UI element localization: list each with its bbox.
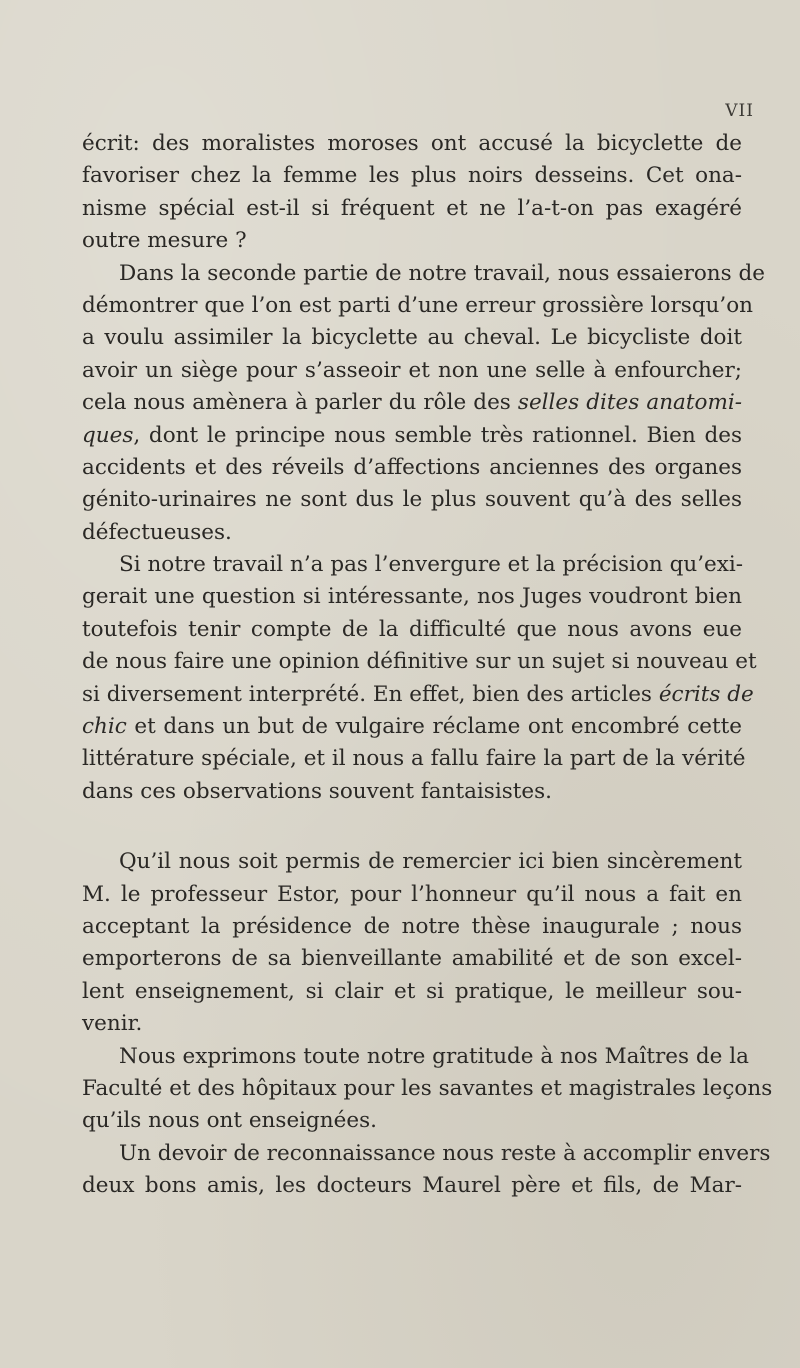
paragraph xyxy=(82,846,742,1040)
text-segment: si diversement interprété. En effet, bien des articles xyxy=(82,681,659,707)
text-line xyxy=(82,549,742,581)
text-line xyxy=(82,290,754,322)
text-segment: Un devoir de reconnaissance nous reste à accomplir envers xyxy=(119,1140,771,1166)
text-segment: Si notre travail n’a pas l’envergure et la précision qu’exi- xyxy=(119,552,744,578)
text-line xyxy=(82,646,757,678)
text-segment: M. le professeur Estor, pour l’honneur qu’il nous a fait en xyxy=(82,881,742,907)
text-line xyxy=(82,776,742,808)
text-line xyxy=(82,614,742,646)
text-line xyxy=(82,355,742,387)
text-line xyxy=(82,711,742,743)
paragraph xyxy=(82,128,742,258)
text-line xyxy=(82,879,742,911)
text-line xyxy=(82,1041,749,1073)
text-line xyxy=(82,160,742,192)
text-segment: gerait une question si intéressante, nos Juges voudront bien xyxy=(82,584,742,610)
text-line xyxy=(82,484,742,516)
text-segment: accidents et des réveils d’affections anciennes des organes xyxy=(82,454,742,480)
text-line xyxy=(82,943,742,975)
text-segment: , dont le principe nous semble très rationnel. Bien des xyxy=(133,422,742,448)
text-segment: toutefois tenir compte de la difficulté que nous avons eue xyxy=(82,616,742,642)
italic-text: ques xyxy=(82,422,134,448)
text-segment: et dans un but de vulgaire réclame ont encombré cette xyxy=(126,714,742,740)
text-line xyxy=(82,1170,742,1202)
text-segment: cela nous amènera à parler du rôle des xyxy=(82,390,518,416)
text-line xyxy=(82,679,754,711)
italic-text: écrits de xyxy=(658,681,754,707)
paragraph xyxy=(82,258,765,550)
text-segment: deux bons amis, les docteurs Maurel père et fils, de Mar- xyxy=(82,1173,742,1199)
body-text xyxy=(82,128,773,1203)
italic-text: selles dites anatomi- xyxy=(517,390,742,416)
text-line xyxy=(82,322,742,354)
text-segment: littérature spéciale, et il nous a fallu faire la part de la vérité xyxy=(82,746,746,772)
text-line xyxy=(82,452,742,484)
text-segment: lent enseignement, si clair et si pratique, le meilleur sou- xyxy=(82,978,742,1004)
text-segment: génito-urinaires ne sont dus le plus souvent qu’à des selles xyxy=(82,487,742,513)
text-segment: nisme spécial est-il si fréquent et ne l’a-t-on pas exagéré xyxy=(82,195,742,221)
text-line xyxy=(82,976,742,1008)
page-number: VII xyxy=(725,101,754,121)
text-segment: démontrer que l’on est parti d’une erreur grossière lorsqu’on xyxy=(82,292,754,318)
paragraph xyxy=(82,1041,773,1138)
text-segment: outre mesure ? xyxy=(82,228,247,254)
text-line xyxy=(82,743,746,775)
text-segment: favoriser chez la femme les plus noirs desseins. Cet ona- xyxy=(82,163,742,189)
text-line xyxy=(82,258,765,290)
text-line xyxy=(82,1073,773,1105)
paragraph-spacer xyxy=(82,808,742,846)
text-segment: qu’ils nous ont enseignées. xyxy=(82,1108,377,1134)
text-segment: emporterons de sa bienveillante amabilité et de son excel- xyxy=(82,946,742,972)
text-line xyxy=(82,911,742,943)
text-segment: venir. xyxy=(82,1011,143,1037)
text-segment: écrit: des moralistes moroses ont accusé la bicyclette de xyxy=(82,131,742,156)
text-line xyxy=(82,225,742,257)
text-segment: Nous exprimons toute notre gratitude à nos Maîtres de la xyxy=(119,1043,749,1069)
paragraph xyxy=(82,1138,771,1203)
text-segment: de nous faire une opinion définitive sur un sujet si nouveau et xyxy=(82,649,757,675)
text-segment: défectueuses. xyxy=(82,519,232,545)
text-segment: Qu’il nous soit permis de remercier ici bien sincèrement xyxy=(119,849,742,875)
text-segment: Faculté et des hôpitaux pour les savantes et magistrales leçons xyxy=(82,1075,773,1101)
text-segment: avoir un siège pour s’asseoir et non une selle à enfourcher; xyxy=(82,357,742,383)
text-segment: Dans la seconde partie de notre travail, nous essaierons de xyxy=(119,260,765,286)
text-line xyxy=(82,517,742,549)
text-segment: acceptant la présidence de notre thèse inaugurale ; nous xyxy=(82,913,742,939)
text-line xyxy=(82,1008,742,1040)
text-line xyxy=(82,128,742,160)
text-line xyxy=(82,1138,771,1170)
text-line xyxy=(82,846,742,878)
text-segment: dans ces observations souvent fantaisistes. xyxy=(82,778,552,804)
text-segment: a voulu assimiler la bicyclette au cheval. Le bicycliste doit xyxy=(82,325,742,351)
text-line xyxy=(82,193,742,225)
text-line xyxy=(82,420,742,452)
text-line xyxy=(82,387,742,419)
italic-text: chic xyxy=(82,714,127,740)
paragraph xyxy=(82,549,757,808)
text-line xyxy=(82,581,742,613)
text-line xyxy=(82,1105,742,1137)
